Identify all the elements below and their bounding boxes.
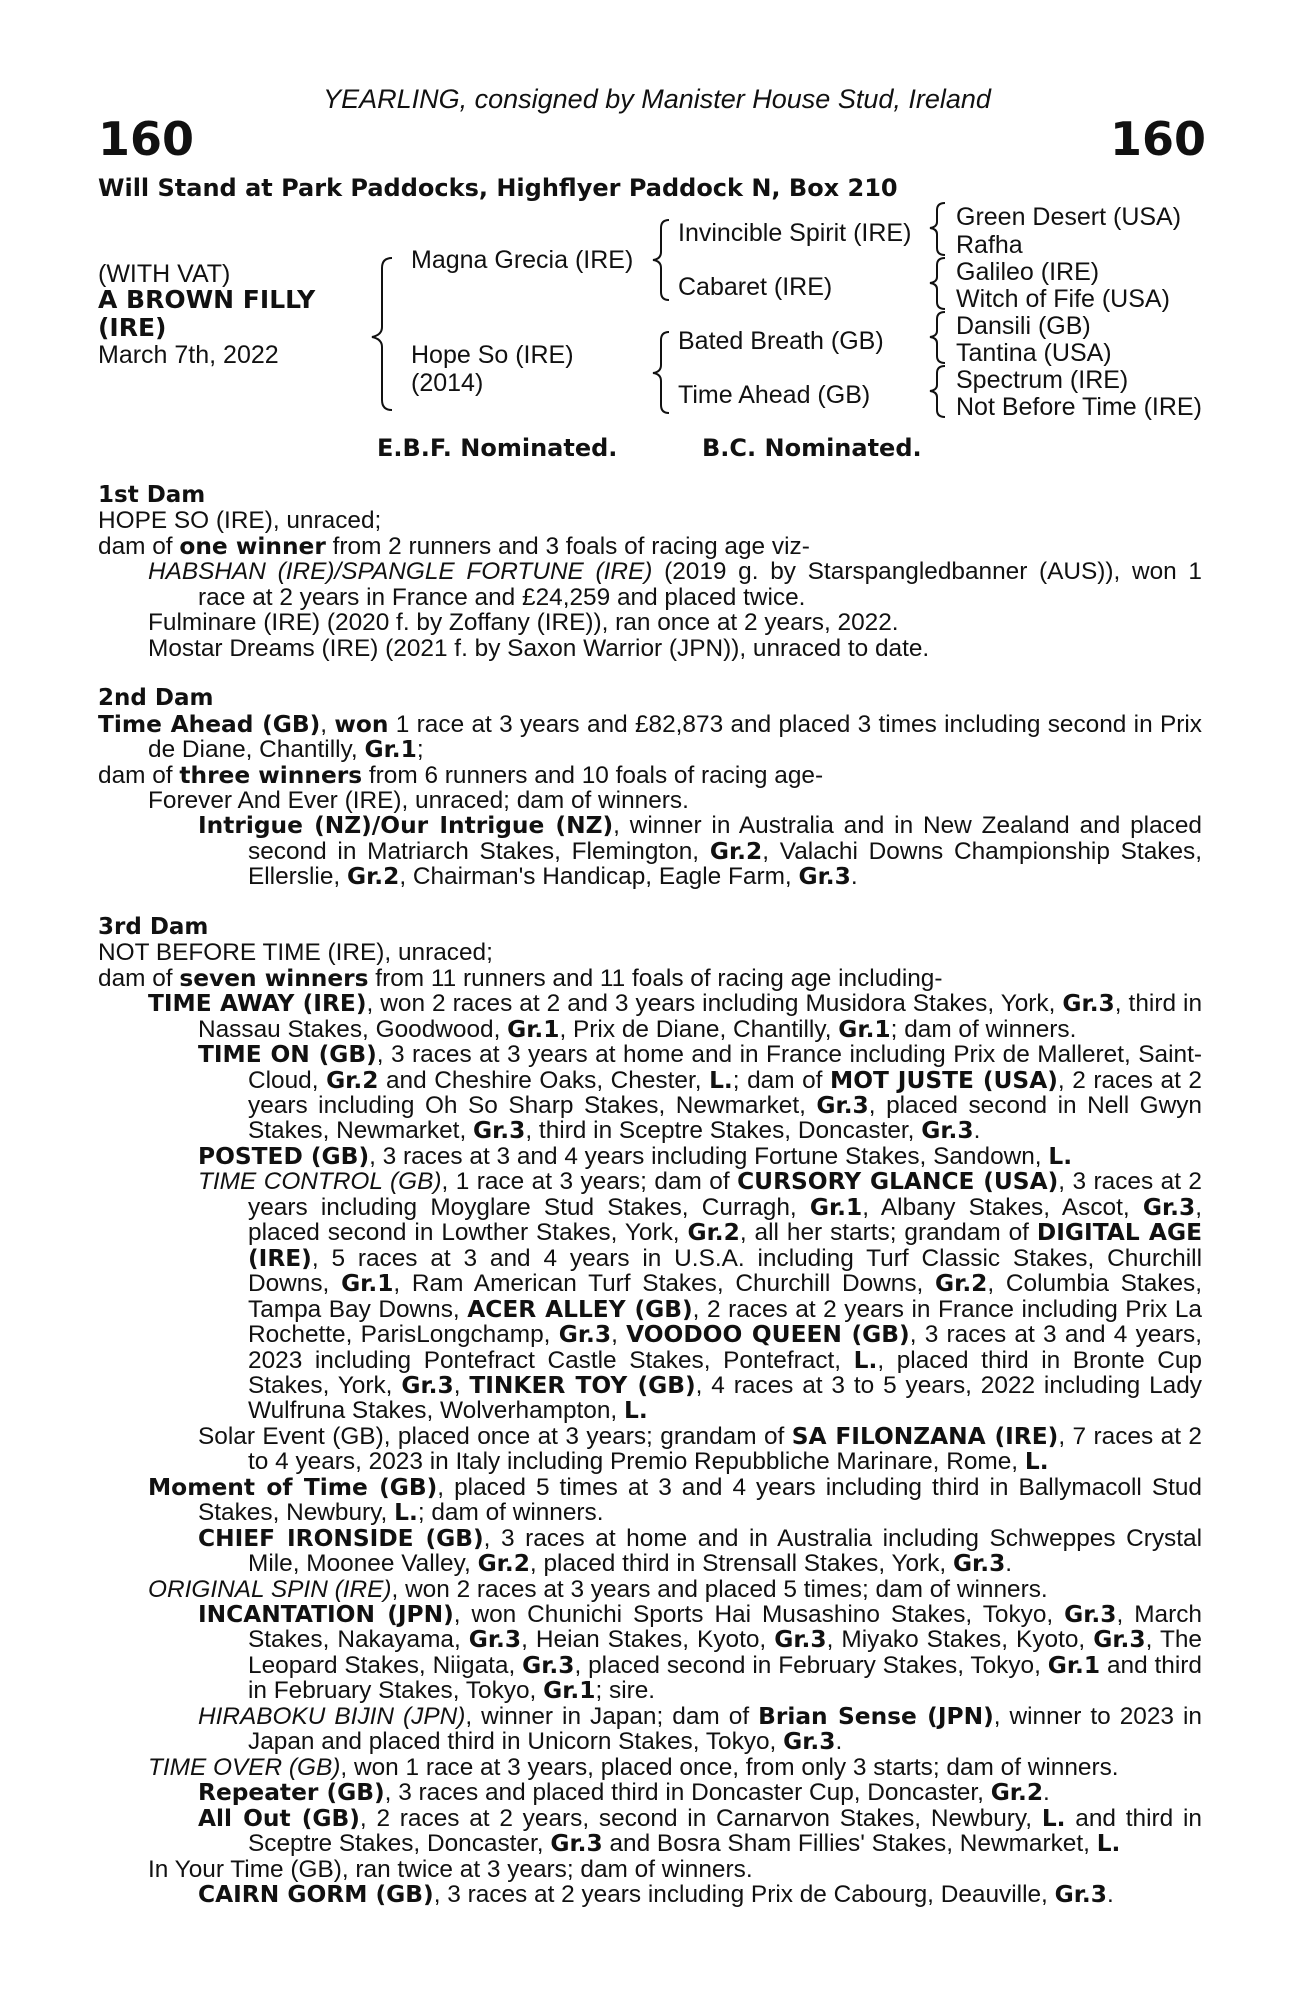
pedigree-entry: Mostar Dreams (IRE) (2021 f. by Saxon Warrior (JPN)), unraced to date. bbox=[148, 634, 930, 662]
pedigree-entry: dam of three winners from 6 runners and 10 foals of racing age- bbox=[98, 761, 824, 789]
stand-location: Will Stand at Park Paddocks, Highflyer Paddock N, Box 210 bbox=[98, 174, 898, 202]
ebf-nominated: E.B.F. Nominated. bbox=[377, 434, 618, 462]
sire-sire-name: Invincible Spirit (IRE) bbox=[678, 219, 912, 247]
ggsire-2: Galileo (IRE) bbox=[956, 258, 1100, 286]
lot-number-right: 160 bbox=[1109, 112, 1206, 166]
lot-number-left: 160 bbox=[98, 112, 195, 166]
dam-section bbox=[98, 915, 1202, 1908]
pedigree-entry: Forever And Ever (IRE), unraced; dam of winners. bbox=[148, 786, 689, 814]
pedigree-entry: HABSHAN (IRE)/SPANGLE FORTUNE (IRE) (2019 g. by Starspangledbanner (AUS)), won 1 race at 2 years in France and £24,259 and placed twice. bbox=[148, 558, 1202, 611]
pedigree-entry: NOT BEFORE TIME (IRE), unraced; bbox=[98, 939, 493, 967]
pedigree-entry: HIRABOKU BIJIN (JPN), winner in Japan; dam of Brian Sense (JPN), winner to 2023 in Japan and placed third in Unicorn Stakes, Tokyo, Gr.3. bbox=[198, 1702, 1202, 1756]
pedigree-entry: POSTED (GB), 3 races at 3 and 4 years including Fortune Stakes, Sandown, L. bbox=[198, 1142, 1073, 1170]
horse-breed: (IRE) bbox=[98, 313, 167, 342]
dam-sire-name: Bated Breath (GB) bbox=[678, 327, 884, 355]
pedigree-entry: All Out (GB), 2 races at 2 years, second in Carnarvon Stakes, Newbury, L. and third in Sceptre Stakes, Doncaster, Gr.3 and Bosra Sham Fillies' Stakes, Newmarket, L. bbox=[198, 1804, 1202, 1858]
pedigree-entry: Time Ahead (GB), won 1 race at 3 years and £82,873 and placed 3 times including second in Prix de Diane, Chantilly, Gr.1; bbox=[98, 710, 1202, 764]
pedigree-entry: ORIGINAL SPIN (IRE), won 2 races at 3 years and placed 5 times; dam of winners. bbox=[148, 1575, 1048, 1603]
horse-dob: March 7th, 2022 bbox=[98, 341, 279, 369]
catalogue-body bbox=[98, 483, 1202, 1907]
ggdam-3: Tantina (USA) bbox=[956, 339, 1112, 367]
bc-nominated: B.C. Nominated. bbox=[702, 434, 922, 462]
dam-dam-name: Time Ahead (GB) bbox=[678, 381, 871, 409]
ggsire-4: Spectrum (IRE) bbox=[956, 366, 1129, 394]
dam-year: (2014) bbox=[411, 369, 484, 397]
consigned-line: YEARLING, consigned by Manister House Stud, Ireland bbox=[323, 84, 991, 114]
dam-section bbox=[98, 686, 1202, 890]
pedigree-entry: Moment of Time (GB), placed 5 times at 3 and 4 years including third in Ballymacoll Stud Stakes, Newbury, L.; dam of winners. bbox=[148, 1473, 1202, 1527]
dam-section bbox=[98, 483, 1202, 661]
pedigree-entry: TIME ON (GB), 3 races at 3 years at home and in France including Prix de Malleret, Saint-Cloud, Gr.2 and Cheshire Oaks, Chester, L.; dam of MOT JUSTE (USA), 2 races at 2 years including Oh So Sharp Stakes, Newmarket, Gr.3, placed second in Nell Gwyn Stakes, Newmarket, Gr.3, third in Sceptre Stakes, Doncaster, Gr.3. bbox=[198, 1041, 1202, 1145]
pedigree-entry: In Your Time (GB), ran twice at 3 years; dam of winners. bbox=[148, 1855, 753, 1883]
pedigree-entry: Intrigue (NZ)/Our Intrigue (NZ), winner in Australia and in New Zealand and placed second in Matriarch Stakes, Flemington, Gr.2, Valachi Downs Championship Stakes, Ellerslie, Gr.2, Chairman's Handicap, Eagle Farm, Gr.3. bbox=[198, 812, 1203, 891]
section-gap bbox=[98, 890, 1202, 915]
dam-name: Hope So (IRE) bbox=[411, 341, 574, 369]
sire-name: Magna Grecia (IRE) bbox=[411, 246, 634, 274]
horse-name: A BROWN FILLY bbox=[98, 285, 316, 314]
section-heading: 3rd Dam bbox=[98, 913, 209, 940]
pedigree-entry: INCANTATION (JPN), won Chunichi Sports Hai Musashino Stakes, Tokyo, Gr.3, March Stakes, Nakayama, Gr.3, Heian Stakes, Kyoto, Gr.3, Miyako Stakes, Kyoto, Gr.3, The Leopard Stakes, Niigata, Gr.3, placed second in February Stakes, Tokyo, Gr.1 and third in February Stakes, Tokyo, Gr.1; sire. bbox=[198, 1601, 1202, 1705]
pedigree-entry: TIME CONTROL (GB), 1 race at 3 years; dam of CURSORY GLANCE (USA), 3 races at 2 years including Moyglare Stud Stakes, Curragh, Gr.1, Albany Stakes, Ascot, Gr.3, placed second in Lowther Stakes, York, Gr.2, all her starts; grandam of DIGITAL AGE (IRE), 5 races at 3 and 4 years in U.S.A. including Turf Classic Stakes, Churchill Downs, Gr.1, Ram American Turf Stakes, Churchill Downs, Gr.2, Columbia Stakes, Tampa Bay Downs, ACER ALLEY (GB), 2 races at 2 years in France including Prix La Rochette, ParisLongchamp, Gr.3, VOODOO QUEEN (GB), 3 races at 3 and 4 years, 2023 including Pontefract Castle Stakes, Pontefract, L., placed third in Bronte Cup Stakes, York, Gr.3, TINKER TOY (GB), 4 races at 3 to 5 years, 2022 including Lady Wulfruna Stakes, Wolverhampton, L. bbox=[198, 1168, 1203, 1425]
pedigree-entry: CAIRN GORM (GB), 3 races at 2 years including Prix de Cabourg, Deauville, Gr.3. bbox=[198, 1881, 1114, 1909]
sire-dam-name: Cabaret (IRE) bbox=[678, 273, 833, 301]
ggdam-1: Rafha bbox=[956, 231, 1023, 259]
pedigree-entry: TIME AWAY (IRE), won 2 races at 2 and 3 years including Musidora Stakes, York, Gr.3, third in Nassau Stakes, Goodwood, Gr.1, Prix de Diane, Chantilly, Gr.1; dam of winners. bbox=[148, 990, 1203, 1043]
ggdam-4: Not Before Time (IRE) bbox=[956, 393, 1202, 421]
ggsire-1: Green Desert (USA) bbox=[956, 203, 1182, 231]
pedigree-entry: CHIEF IRONSIDE (GB), 3 races at home and in Australia including Schweppes Crystal Mile, Moonee Valley, Gr.2, placed third in Strensall Stakes, York, Gr.3. bbox=[198, 1524, 1202, 1578]
pedigree-entry: dam of one winner from 2 runners and 3 foals of racing age viz- bbox=[98, 532, 810, 560]
pedigree-entry: dam of seven winners from 11 runners and 11 foals of racing age including- bbox=[98, 964, 943, 992]
vat-label: (WITH VAT) bbox=[98, 260, 231, 288]
pedigree-entry: Solar Event (GB), placed once at 3 years; grandam of SA FILONZANA (IRE), 7 races at 2 to 4 years, 2023 in Italy including Premio Repubbliche Marinare, Rome, L. bbox=[198, 1422, 1203, 1476]
section-gap bbox=[98, 661, 1202, 686]
pedigree-entry: Repeater (GB), 3 races and placed third in Doncaster Cup, Doncaster, Gr.2. bbox=[198, 1779, 1050, 1807]
pedigree-entry: TIME OVER (GB), won 1 race at 3 years, placed once, from only 3 starts; dam of winners. bbox=[148, 1753, 1119, 1781]
ggsire-3: Dansili (GB) bbox=[956, 312, 1091, 340]
section-heading: 1st Dam bbox=[98, 482, 206, 508]
ggdam-2: Witch of Fife (USA) bbox=[956, 285, 1170, 313]
section-heading: 2nd Dam bbox=[98, 685, 214, 712]
pedigree-entry: HOPE SO (IRE), unraced; bbox=[98, 507, 382, 535]
pedigree-entry: Fulminare (IRE) (2020 f. by Zoffany (IRE)), ran once at 2 years, 2022. bbox=[148, 609, 899, 637]
